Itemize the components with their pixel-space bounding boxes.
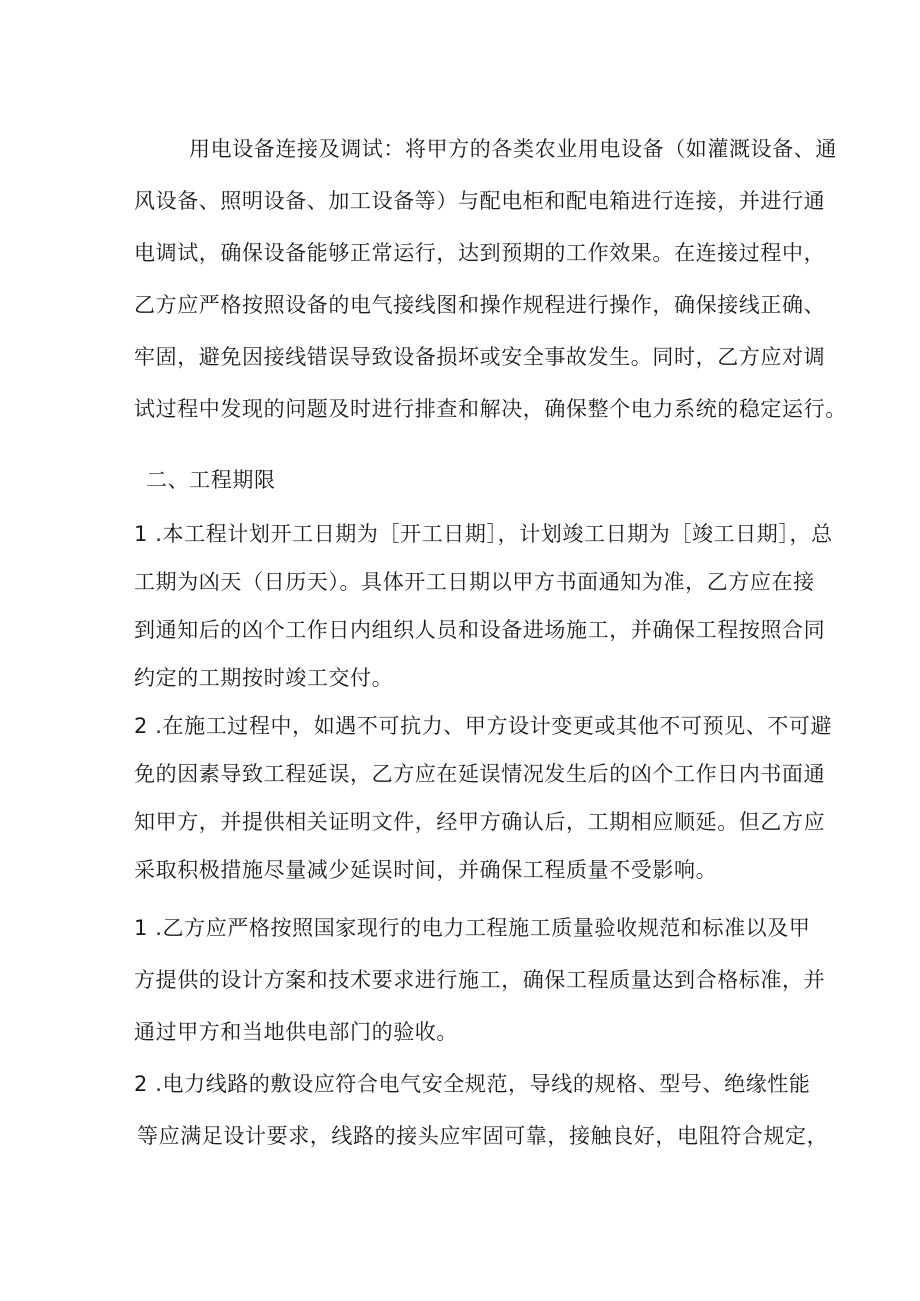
text-line: 2 .电力线路的敷设应符合电气安全规范，导线的规格、型号、绝缘性能: [134, 1072, 811, 1096]
text-line: 乙方应严格按照设备的电气接线图和操作规程进行操作，确保接线正确、: [134, 293, 826, 317]
text-line: 工期为凶天（日历天）。具体开工日期以甲方书面通知为准，乙方应在接: [134, 570, 815, 594]
text-line: 1 .乙方应严格按照国家现行的电力工程施工质量验收规范和标准以及甲: [134, 916, 811, 940]
text-line: 用电设备连接及调试：将甲方的各类农业用电设备（如灌溉设备、通: [189, 137, 837, 161]
text-line: 采取积极措施尽量减少延误时间，并确保工程质量不受影响。: [134, 858, 718, 882]
text-line: 等应满足设计要求，线路的接头应牢固可靠，接触良好，电阻符合规定，: [137, 1124, 829, 1148]
text-line: 2 .在施工过程中，如遇不可抗力、甲方设计变更或其他不可预见、不可避: [134, 714, 833, 738]
text-line: 通过甲方和当地供电部门的验收。: [134, 1020, 458, 1044]
text-line: 方提供的设计方案和技术要求进行施工，确保工程质量达到合格标准，并: [134, 968, 826, 992]
text-line: 知甲方，并提供相关证明文件，经甲方确认后，工期相应顺延。但乙方应: [134, 810, 826, 834]
section-heading: 二、工程期限: [146, 468, 276, 492]
text-line: 约定的工期按时竣工交付。: [134, 666, 394, 690]
text-line: 试过程中发现的问题及时进行排查和解决，确保整个电力系统的稳定运行。: [134, 397, 847, 421]
text-line: 到通知后的凶个工作日内组织人员和设备进场施工，并确保工程按照合同: [134, 618, 826, 642]
text-line: 免的因素导致工程延误，乙方应在延误情况发生后的凶个工作日内书面通: [134, 762, 826, 786]
text-line: 1 .本工程计划开工日期为［开工日期］，计划竣工日期为［竣工日期］，总: [134, 522, 833, 546]
text-line: 牢固，避免因接线错误导致设备损坏或安全事故发生。同时，乙方应对调: [134, 345, 826, 369]
text-line: 风设备、照明设备、加工设备等）与配电柜和配电箱进行连接，并进行通: [134, 189, 826, 213]
text-line: 电调试，确保设备能够正常运行，达到预期的工作效果。在连接过程中，: [134, 241, 826, 265]
